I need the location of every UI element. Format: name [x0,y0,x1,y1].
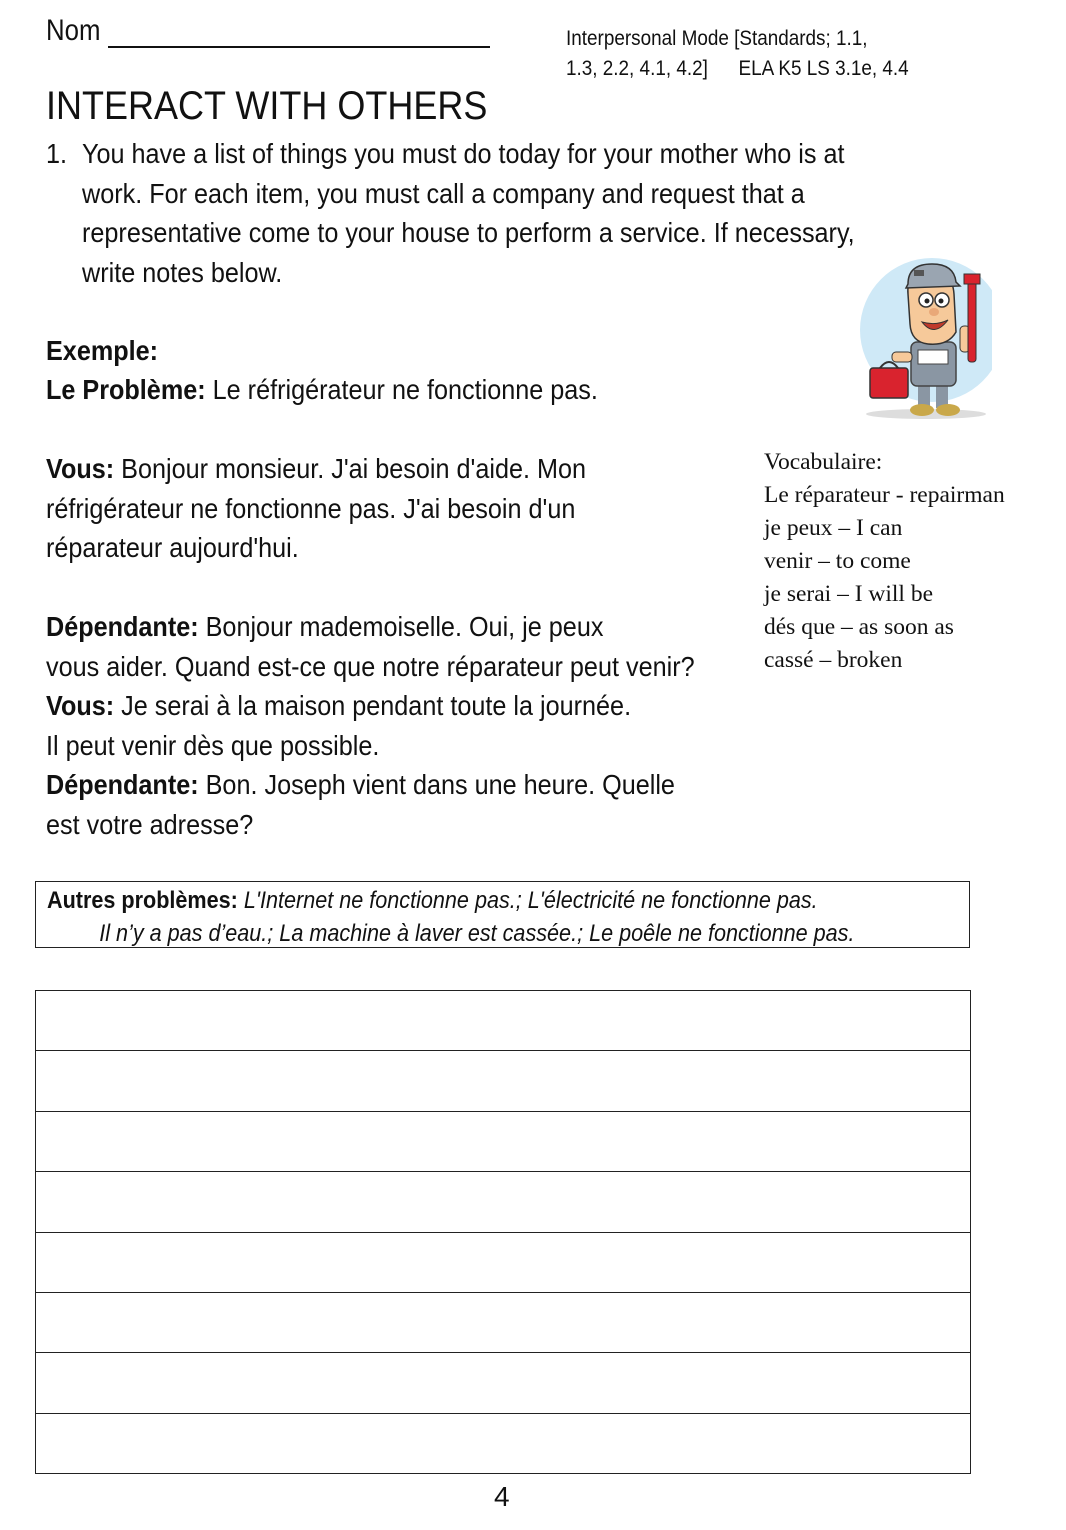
problem-text: Le réfrigérateur ne fonctionne pas. [205,374,598,405]
note-line[interactable] [35,1414,971,1474]
dep2-line-2: est votre adresse? [46,808,254,840]
name-blank-line[interactable] [108,46,490,48]
instruction-line-1 [46,134,855,174]
repairman-icon [856,254,992,424]
vocabulary-box [764,446,1005,677]
vous2-line-2: Il peut venir dès que possible. [46,729,380,761]
note-line[interactable] [35,1353,971,1413]
vocab-item: je serai – I will be [764,581,934,607]
standards-note [566,24,909,84]
vocabulary-heading: Vocabulaire: [764,449,883,475]
vocab-item: Le réparateur - repairman [764,482,1005,508]
note-line[interactable] [35,1051,971,1111]
vocab-item: dés que – as soon as [764,614,954,640]
other-problems-line-2: Il n’y a pas d’eau.; La machine à laver est cassée.; Le poêle ne fonctionne pas. [99,920,855,947]
other-problems-label: Autres problèmes: [47,887,238,914]
note-line[interactable] [35,1293,971,1353]
page-title: INTERACT WITH OTHERS [46,84,488,128]
other-problems-text-1: L'Internet ne fonctionne pas.; L'électricité ne fonctionne pas. [237,887,818,914]
vous1-line-1 [46,449,586,489]
name-label: Nom [46,14,101,47]
vocab-item: cassé – broken [764,647,903,673]
page-number: 4 [494,1481,510,1512]
problem-label: Le Problème: [46,374,206,405]
vous1-line-2: réfrigérateur ne fonctionne pas. J'ai besoin d'un [46,492,576,524]
standards-codes: 1.3, 2.2, 4.1, 4.2] [566,57,708,80]
dep1-text-1: Bonjour mademoiselle. Oui, je peux [198,611,604,642]
instruction-line-3: representative come to your house to perform a service. If necessary, [82,217,855,248]
instruction-line-2: work. For each item, you must call a company and request that a [82,177,805,209]
dialogue-vous-1 [46,449,586,568]
vocab-item: venir – to come [764,548,911,574]
instruction-text-1: You have a list of things you must do today for your mother who is at [82,138,845,169]
instruction-line-4: write notes below. [82,256,283,288]
note-line[interactable] [35,1172,971,1232]
standards-line-1: Interpersonal Mode [Standards; 1.1, [566,27,868,50]
notes-lines[interactable] [35,990,971,1474]
vous2-text-1: Je serai à la maison pendant toute la journée. [114,690,632,721]
vous1-line-3: réparateur aujourd'hui. [46,532,299,563]
vous1-label: Vous: [46,453,115,484]
vous2-line-1 [46,686,695,726]
dep1-line-2: vous aider. Quand est-ce que notre réparateur peut venir? [46,650,695,682]
vocab-item: je peux – I can [764,515,903,541]
other-problems [47,884,854,950]
instruction-number: 1. [46,138,68,169]
dep2-label: Dépendante: [46,769,199,800]
vous1-text-1: Bonjour monsieur. J'ai besoin d'aide. Mon [114,453,587,484]
dep2-text-1: Bon. Joseph vient dans une heure. Quelle [198,769,675,800]
vous2-label: Vous: [46,690,115,721]
note-line[interactable] [35,991,971,1051]
note-line[interactable] [35,1233,971,1293]
instruction-paragraph [46,134,855,292]
dep2-line-1 [46,765,695,805]
dep1-line-1 [46,607,695,647]
note-line[interactable] [35,1112,971,1172]
dialogue-block-2 [46,607,695,844]
dep1-label: Dépendante: [46,611,199,642]
standards-line-2 [566,54,909,84]
example-heading: Exemple: [46,335,159,366]
ela-codes: ELA K5 LS 3.1e, 4.4 [738,57,909,80]
other-problems-line-1 [47,884,854,917]
example-problem [46,370,598,410]
